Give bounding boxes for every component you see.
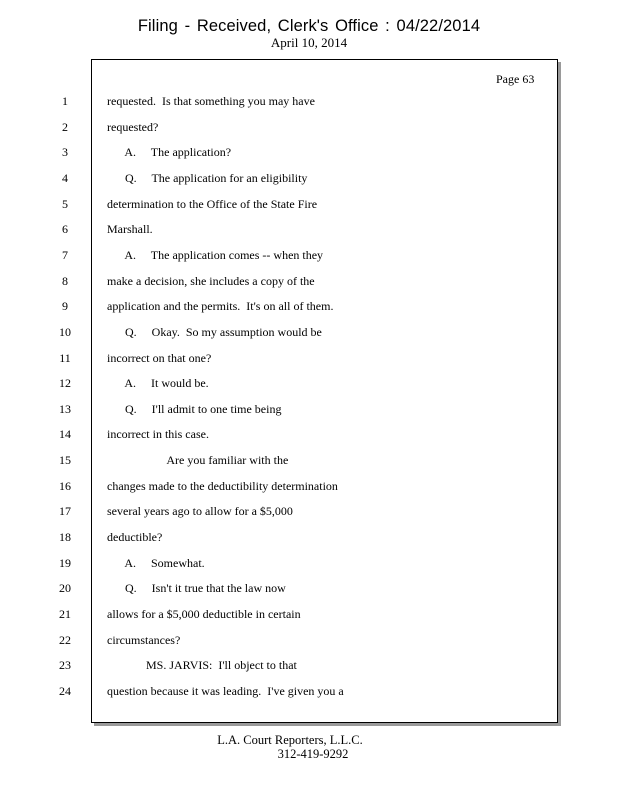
line-number: 15: [59, 453, 71, 467]
transcript-line: application and the permits. It's on all of them.: [107, 299, 334, 313]
transcript-line: Q. Okay. So my assumption would be: [107, 325, 322, 339]
transcript-line: incorrect on that one?: [107, 351, 212, 365]
transcript-line: MS. JARVIS: I'll object to that: [107, 658, 297, 672]
transcript-line: changes made to the deductibility determination: [107, 479, 338, 493]
transcript-line: A. Somewhat.: [107, 556, 205, 570]
line-number: 6: [62, 222, 68, 236]
line-number: 5: [62, 197, 68, 211]
transcript-line: Are you familiar with the: [107, 453, 289, 467]
line-number: 20: [59, 581, 71, 595]
line-number: 19: [59, 556, 71, 570]
transcript-line: requested. Is that something you may have: [107, 94, 315, 108]
transcript-line: allows for a $5,000 deductible in certain: [107, 607, 301, 621]
line-number: 2: [62, 120, 68, 134]
line-number: 11: [59, 351, 71, 365]
line-number: 22: [59, 633, 71, 647]
page-number: Page 63: [496, 72, 535, 86]
transcript-line: deductible?: [107, 530, 163, 544]
transcript-line: question because it was leading. I've given you a: [107, 684, 344, 698]
transcript-line: circumstances?: [107, 633, 181, 647]
line-number: 4: [62, 171, 68, 185]
transcript-line: make a decision, she includes a copy of the: [107, 274, 315, 288]
reporter-phone: 312-419-9292: [277, 747, 349, 761]
deposition-date: April 10, 2014: [270, 35, 348, 50]
transcript-line: Marshall.: [107, 222, 153, 236]
line-number: 18: [59, 530, 71, 544]
line-number: 21: [59, 607, 71, 621]
transcript-line: Q. Isn't it true that the law now: [107, 581, 286, 595]
line-number: 12: [59, 376, 71, 390]
transcript-line: A. It would be.: [107, 376, 209, 390]
transcript-line: A. The application?: [107, 145, 232, 159]
transcript-line: several years ago to allow for a $5,000: [107, 504, 293, 518]
line-number: 10: [59, 325, 71, 339]
line-number: 17: [59, 504, 71, 518]
filing-stamp: Filing - Received, Clerk's Office : 04/22/2014: [137, 17, 481, 35]
line-number: 16: [59, 479, 71, 493]
transcript-line: requested?: [107, 120, 159, 134]
transcript-line: Q. The application for an eligibility: [107, 171, 308, 185]
line-number: 1: [62, 94, 68, 108]
transcript-line: incorrect in this case.: [107, 427, 209, 441]
reporter-company: L.A. Court Reporters, L.L.C.: [217, 733, 363, 747]
line-number: 14: [59, 427, 71, 441]
line-number: 24: [59, 684, 71, 698]
transcript-line: Q. I'll admit to one time being: [107, 402, 282, 416]
line-number: 8: [62, 274, 68, 288]
line-number: 7: [62, 248, 68, 262]
line-number: 23: [59, 658, 71, 672]
line-number: 13: [59, 402, 71, 416]
line-number: 9: [62, 299, 68, 313]
transcript-line: A. The application comes -- when they: [107, 248, 324, 262]
line-number: 3: [62, 145, 68, 159]
transcript-line: determination to the Office of the State Fire: [107, 197, 318, 211]
